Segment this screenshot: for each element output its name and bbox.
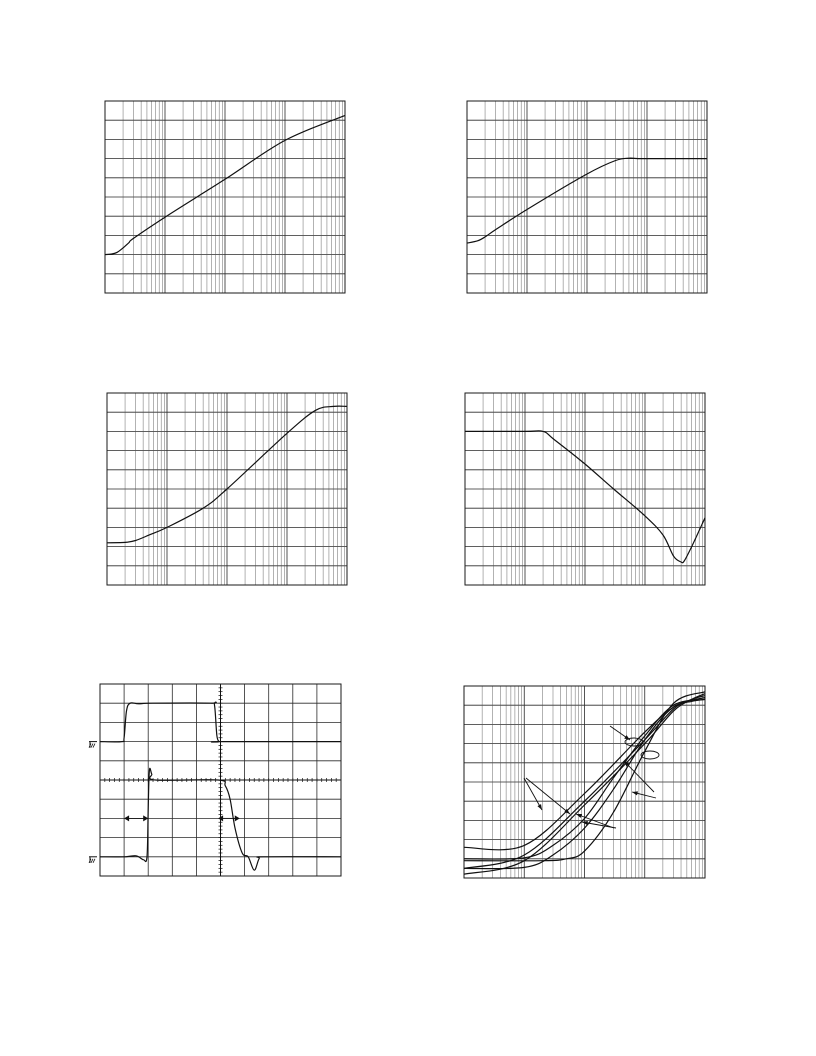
ground-icon [89, 857, 97, 863]
chart-1 [105, 101, 345, 293]
group-ellipse [641, 751, 659, 759]
chart-6 [464, 686, 705, 878]
timing-arrow [124, 815, 148, 821]
chart-4 [465, 393, 705, 585]
grid [464, 686, 705, 878]
grid [467, 101, 707, 293]
leader-arrow [526, 778, 570, 814]
chart-5-scope [100, 684, 341, 876]
timing-arrow [218, 815, 240, 821]
ground-icon [89, 742, 97, 748]
grid [465, 393, 705, 585]
chart-2 [467, 101, 707, 293]
leader-arrow [610, 726, 630, 740]
chart-3 [107, 393, 347, 585]
leader-arrow [524, 778, 542, 810]
